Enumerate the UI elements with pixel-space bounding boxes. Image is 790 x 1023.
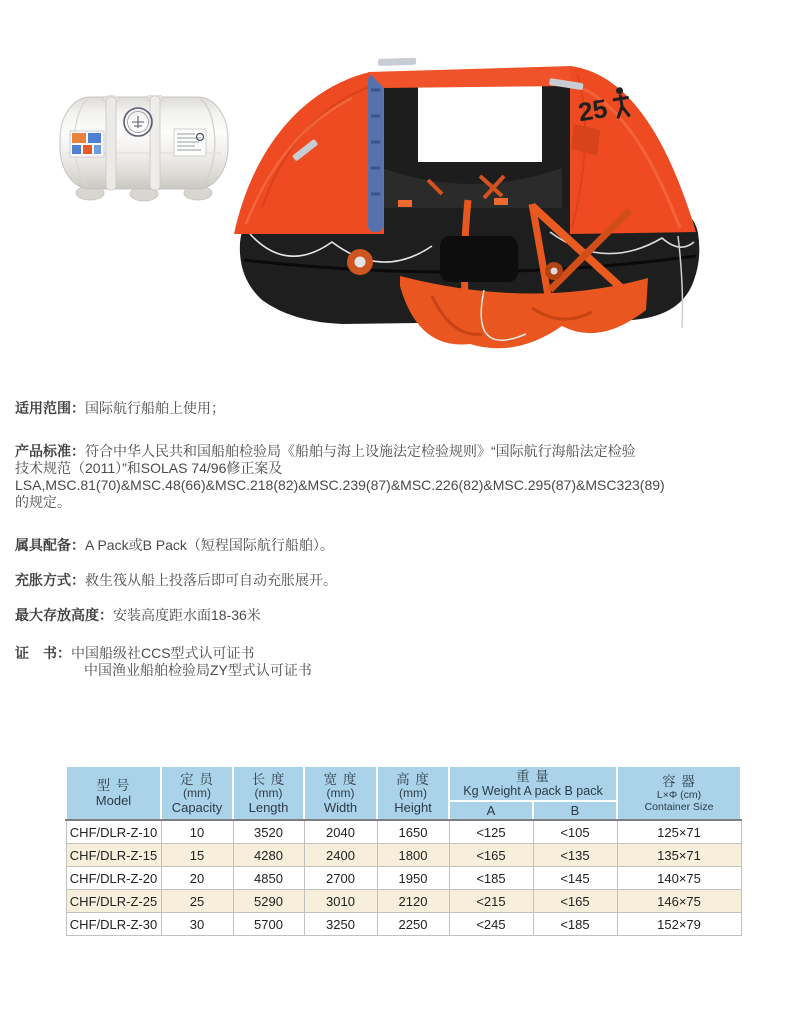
header-zh: 高 度 bbox=[396, 771, 430, 787]
cell-model: CHF/DLR-Z-20 bbox=[66, 867, 161, 890]
header-en: Width bbox=[323, 799, 358, 815]
cell-model: CHF/DLR-Z-30 bbox=[66, 913, 161, 936]
cell-weight-a: <245 bbox=[449, 913, 533, 936]
spec-line: 的规定。 bbox=[15, 494, 71, 510]
raft-window-opening bbox=[418, 85, 542, 162]
cell-weight-b: <105 bbox=[533, 820, 617, 844]
col-header-weight-b: B bbox=[533, 801, 617, 820]
spec-line bbox=[15, 645, 777, 662]
spec-text: 国际航行船舶上使用； bbox=[85, 400, 225, 416]
header-zh: 型 号 bbox=[96, 778, 131, 793]
cell-model: CHF/DLR-Z-10 bbox=[66, 820, 161, 844]
cell-height: 1800 bbox=[377, 844, 449, 867]
header-zh: 容 器 bbox=[662, 773, 696, 789]
header-en: Capacity bbox=[171, 799, 223, 815]
cell-capacity: 15 bbox=[161, 844, 233, 867]
col-header-weight-a: A bbox=[449, 801, 533, 820]
cell-weight-b: <185 bbox=[533, 913, 617, 936]
cell-width: 2400 bbox=[304, 844, 377, 867]
spec-text: 中国船级社CCS型式认可证书 bbox=[71, 645, 255, 661]
table-row bbox=[66, 867, 741, 890]
spec-text: A Pack或B Pack（短程国际航行船舶）。 bbox=[85, 537, 334, 553]
header-unit: (mm) bbox=[399, 785, 427, 800]
cell-weight-a: <165 bbox=[449, 844, 533, 867]
life-raft-image bbox=[232, 28, 710, 363]
table-header-row bbox=[66, 766, 741, 801]
raft-entrance-flap bbox=[368, 74, 383, 232]
header-en: Kg Weight A pack B pack bbox=[463, 784, 603, 798]
raft-pocket bbox=[440, 236, 518, 282]
cell-length: 5290 bbox=[233, 890, 304, 913]
cell-container-size: 152×79 bbox=[617, 913, 741, 936]
cell-model: CHF/DLR-Z-25 bbox=[66, 890, 161, 913]
reflective-tape bbox=[378, 58, 416, 66]
cell-container-size: 135×71 bbox=[617, 844, 741, 867]
cell-height: 2120 bbox=[377, 890, 449, 913]
cell-container-size: 146×75 bbox=[617, 890, 741, 913]
cell-weight-a: <125 bbox=[449, 820, 533, 844]
spec-table bbox=[65, 765, 742, 936]
col-header-length bbox=[233, 766, 304, 820]
spec-equipment-pack bbox=[15, 537, 777, 554]
spec-line bbox=[15, 443, 777, 460]
product-images bbox=[0, 0, 790, 380]
col-header-container bbox=[617, 766, 741, 820]
header-unit: (mm) bbox=[183, 785, 211, 800]
cell-width: 3250 bbox=[304, 913, 377, 936]
cell-capacity: 30 bbox=[161, 913, 233, 936]
header-en: Length bbox=[248, 799, 289, 815]
cell-weight-a: <215 bbox=[449, 890, 533, 913]
cell-length: 5700 bbox=[233, 913, 304, 936]
cell-weight-b: <165 bbox=[533, 890, 617, 913]
spec-label: 证 书： bbox=[15, 645, 71, 661]
header-en: Height bbox=[394, 799, 432, 815]
spec-text: 救生筏从船上投落后即可自动充胀展开。 bbox=[85, 572, 337, 588]
header-zh: 宽 度 bbox=[323, 771, 358, 787]
cell-model: CHF/DLR-Z-15 bbox=[66, 844, 161, 867]
cell-height: 2250 bbox=[377, 913, 449, 936]
header-unit: (mm) bbox=[254, 785, 283, 800]
cell-weight-b: <145 bbox=[533, 867, 617, 890]
header-unit: L×Φ (cm) bbox=[656, 788, 702, 801]
capacity-number: 25 bbox=[576, 93, 610, 128]
spec-line: 中国渔业船舶检验局ZY型式认可证书 bbox=[84, 662, 312, 678]
header-en: Container Size bbox=[644, 800, 714, 813]
header-unit: (mm) bbox=[326, 785, 355, 800]
col-header-width bbox=[304, 766, 377, 820]
cell-height: 1650 bbox=[377, 820, 449, 844]
container-spec-label bbox=[174, 129, 206, 156]
container-instruction-sticker bbox=[70, 131, 104, 157]
cell-width: 2040 bbox=[304, 820, 377, 844]
col-header-height bbox=[377, 766, 449, 820]
header-en: Model bbox=[95, 793, 132, 808]
col-header-capacity bbox=[161, 766, 233, 820]
spec-label: 充胀方式： bbox=[15, 572, 85, 588]
cell-length: 4850 bbox=[233, 867, 304, 890]
cell-capacity: 20 bbox=[161, 867, 233, 890]
table-row bbox=[66, 890, 741, 913]
table-row bbox=[66, 844, 741, 867]
cell-length: 4280 bbox=[233, 844, 304, 867]
spec-max-stowage-height bbox=[15, 607, 777, 624]
cell-container-size: 140×75 bbox=[617, 867, 741, 890]
header-zh: 重 量 bbox=[516, 769, 550, 784]
cell-capacity: 10 bbox=[161, 820, 233, 844]
cell-width: 2700 bbox=[304, 867, 377, 890]
spec-inflation-method bbox=[15, 572, 777, 589]
spec-label: 产品标准： bbox=[15, 443, 85, 459]
spec-application-scope bbox=[15, 400, 777, 417]
cell-container-size: 125×71 bbox=[617, 820, 741, 844]
table-row bbox=[66, 913, 741, 936]
cell-width: 3010 bbox=[304, 890, 377, 913]
table-row bbox=[66, 820, 741, 844]
col-header-weight bbox=[449, 766, 617, 801]
cell-weight-a: <185 bbox=[449, 867, 533, 890]
cell-height: 1950 bbox=[377, 867, 449, 890]
spec-label: 适用范围： bbox=[15, 400, 85, 416]
spec-label: 属具配备： bbox=[15, 537, 85, 553]
header-zh: 长 度 bbox=[251, 771, 286, 787]
spec-text: 符合中华人民共和国船舶检验局《船舶与海上设施法定检验规则》“国际航行海船法定检验 bbox=[85, 443, 636, 459]
cell-capacity: 25 bbox=[161, 890, 233, 913]
spec-product-standard bbox=[15, 443, 777, 511]
raft-container-image bbox=[58, 95, 230, 210]
cell-weight-b: <135 bbox=[533, 844, 617, 867]
col-header-model bbox=[66, 766, 161, 820]
spec-text: 安装高度距水面18-36米 bbox=[113, 607, 261, 623]
spec-certificates bbox=[15, 645, 777, 679]
spec-line: 技术规范（2011）”和SOLAS 74/96修正案及 bbox=[15, 460, 283, 476]
spec-label: 最大存放高度： bbox=[15, 607, 113, 623]
cell-length: 3520 bbox=[233, 820, 304, 844]
spec-line: LSA,MSC.81(70)&MSC.48(66)&MSC.218(82)&MSC.239(87)&MSC.226(82)&MSC.295(87)&MSC323(89) bbox=[15, 477, 665, 493]
header-zh: 定 员 bbox=[180, 771, 214, 787]
